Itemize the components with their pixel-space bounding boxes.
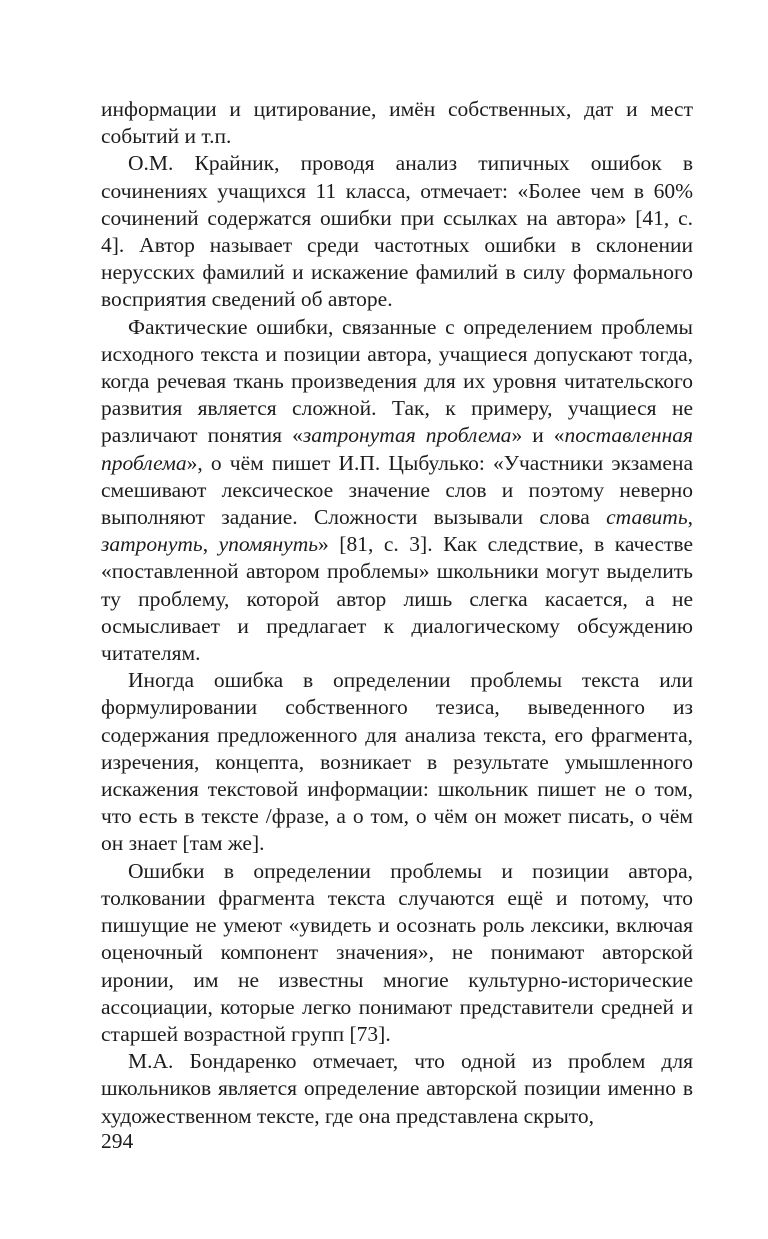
text-segment: , (202, 532, 219, 557)
text-segment: Фактические ошибки, связанные с определением проблемы исходного текста и позиции автора, учащиеся допускают тогда, когда речевая ткань произведения для их уровня читательского развития является сложной. Так, к примеру, учащиеся не различают понятия « (101, 314, 693, 448)
paragraph-krainik: О.М. Крайник, проводя анализ типичных ошибок в сочинениях учащихся 11 класса, отмечает: «Более чем в 60% сочинений содержатся ошибки при ссылках на автора» [41, с. 4]. Автор называет среди частотных ошибки в склонении нерусских фамилий и искажение фамилий в силу формального восприятия сведений об авторе. (101, 151, 693, 312)
text-segment: » и « (511, 423, 565, 448)
paragraph-interpretation-errors: Ошибки в определении проблемы и позиции автора, толковании фрагмента текста случаются ещё и потому, что пишущие не умеют «увидеть и осознать роль лексики, включая оценочный компонент значения», не понимают авторской иронии, им не известны многие культурно-исторические ассоциации, которые легко понимают представители средней и старшей возрастной групп [73]. (101, 858, 693, 1046)
text-segment: », о чём пишет И.П. Цыбулько: «Участники экзамена смешивают лексическое значение слов и поэтому неверно выполняют задание. Сложности вызывали слова (101, 450, 693, 530)
italic-word: затронуть (101, 532, 203, 557)
text-segment: , (687, 505, 693, 530)
page-body (101, 96, 693, 1130)
paragraph-continuation: информации и цитирование, имён собственных, дат и мест событий и т.п. (101, 97, 693, 149)
italic-term: затронутая проблема (302, 423, 512, 448)
italic-word: упомянуть (218, 532, 319, 557)
paragraph-factual-errors (101, 314, 693, 668)
italic-term: поставленная проблема (101, 423, 693, 475)
page-number: 294 (101, 1129, 134, 1153)
paragraph-distortion: Иногда ошибка в определении проблемы текста или формулировании собственного тезиса, выведенного из содержания предложенного для анализа текста, его фрагмента, изречения, концепта, возникает в результате умышленного искажения текстовой информации: школьник пишет не о том, что есть в тексте /фразе, а о том, о чём он может писать, о чём он знает [там же]. (101, 668, 693, 856)
paragraph-bondarenko: М.А. Бондаренко отмечает, что одной из проблем для школьников является определение авторской позиции именно в художественном тексте, где она представлена скрыто, (101, 1049, 693, 1128)
italic-word: ставить (606, 505, 688, 530)
text-segment: » [81, с. 3]. Как следствие, в качестве «поставленной автором проблемы» школьники могут выделить ту проблему, которой автор лишь слегка касается, а не осмысливает и предлагает к диалогическому обсуждению читателям. (101, 532, 693, 666)
